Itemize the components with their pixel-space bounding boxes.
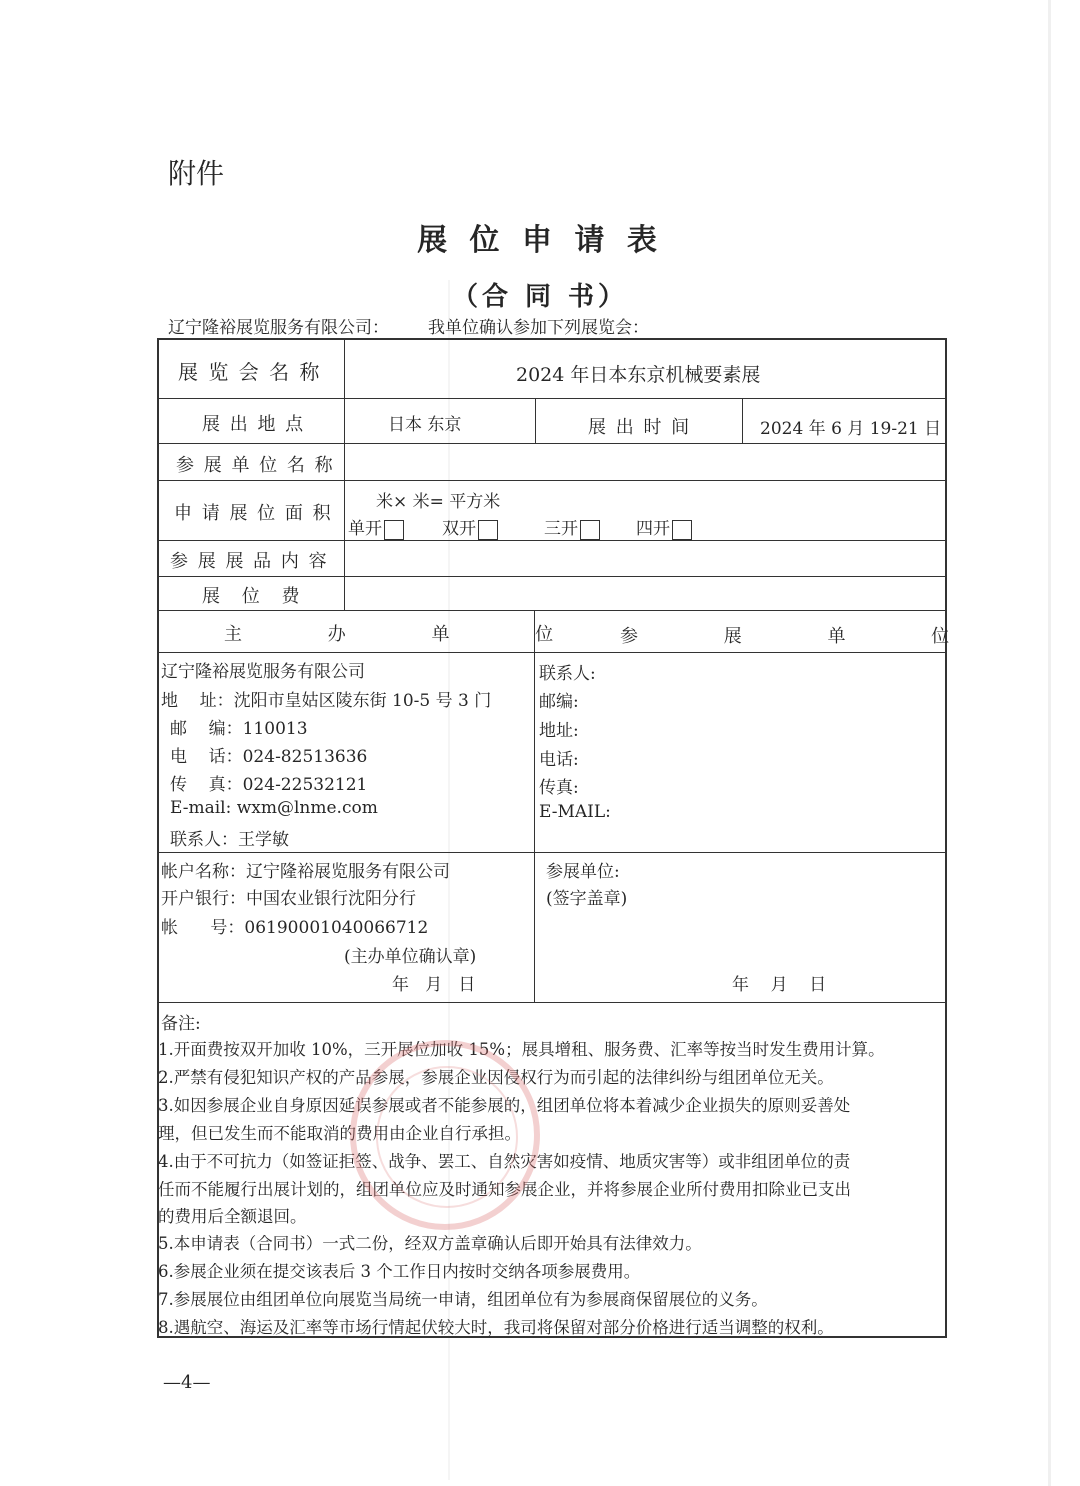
label-fee: 展 位 费: [202, 586, 308, 607]
note-item: 2.严禁有侵犯知识产权的产品参展，参展企业因侵权行为而引起的法律纠纷与组团单位无关。: [158, 1068, 834, 1087]
note-item: 5.本申请表（合同书）一式二份，经双方盖章确认后即开始具有法律效力。: [158, 1234, 702, 1253]
participant-info-line[interactable]: E-MAIL:: [539, 802, 611, 822]
form-title: 展 位 申 请 表: [417, 223, 663, 258]
checkbox-quad[interactable]: [672, 520, 692, 540]
host-confirm-stamp-label: (主办单位确认章): [344, 947, 477, 967]
intro-statement: 我单位确认参加下列展览会：: [428, 318, 649, 338]
note-item: 3.如因参展企业自身原因延误参展或者不能参展的，组团单位将本着减少企业损失的原则妥善处: [158, 1096, 851, 1115]
participant-info-line[interactable]: 电话:: [539, 750, 579, 770]
label-area: 申 请 展 位 面 积: [174, 503, 333, 524]
bank-info-line: 开户银行：中国农业银行沈阳分行: [161, 889, 416, 909]
participant-info-line[interactable]: 联系人:: [539, 664, 596, 684]
bank-info-line: 帐户名称：辽宁隆裕展览服务有限公司: [161, 862, 450, 882]
bank-info-line: 帐 号：06190001040066712: [161, 918, 429, 938]
host-info-line: 邮 编：110013: [170, 719, 308, 739]
checkbox-triple[interactable]: [580, 520, 600, 540]
participant-info-line[interactable]: 邮编:: [539, 692, 579, 712]
note-item: 6.参展企业须在提交该表后 3 个工作日内按时交纳各项参展费用。: [158, 1262, 641, 1281]
area-option-quad[interactable]: 四开: [636, 514, 692, 540]
participant-sign-label: 参展单位:: [546, 862, 620, 882]
note-item: 理，但已发生而不能取消的费用由企业自行承担。: [158, 1124, 521, 1143]
note-item: 的费用后全额退回。: [158, 1207, 307, 1226]
participant-info-line[interactable]: 地址:: [539, 721, 579, 741]
host-info-line: 地 址：沈阳市皇姑区陵东街 10-5 号 3 门: [161, 691, 492, 711]
attachment-label: 附件: [168, 157, 225, 190]
host-info-line: 传 真：024-22532121: [170, 775, 368, 795]
note-item: 8.遇航空、海运及汇率等市场行情起伏较大时，我司将保留对部分价格进行适当调整的权利。: [158, 1318, 834, 1337]
host-section-header: 主 办 单 位: [224, 624, 594, 645]
note-item: 4.由于不可抗力（如签证拒签、战争、罢工、自然灾害如疫情、地质灾害等）或非组团单位的责: [158, 1152, 851, 1171]
note-item: 7.参展展位由组团单位向展览当局统一申请，组团单位有为参展商保留展位的义务。: [158, 1290, 768, 1309]
checkbox-double[interactable]: [478, 520, 498, 540]
area-option-triple[interactable]: 三开: [544, 514, 600, 540]
form-subtitle: （合 同 书）: [451, 282, 629, 312]
area-option-double[interactable]: 双开: [442, 514, 498, 540]
label-time: 展 出 时 间: [588, 417, 692, 438]
host-info-line: 电 话：024-82513636: [170, 747, 368, 767]
host-date: 年 月 日: [392, 975, 476, 995]
participant-section-header: 参 展 单 位: [620, 626, 990, 647]
intro-organizer: 辽宁隆裕展览服务有限公司：: [168, 318, 389, 338]
host-info-line: 联系人：王学敏: [170, 830, 289, 850]
value-time[interactable]: 2024 年 6 月 19-21 日: [760, 419, 942, 439]
page-number: —4—: [163, 1372, 211, 1393]
participant-sign-note: (签字盖章): [546, 889, 628, 909]
checkbox-single[interactable]: [384, 520, 404, 540]
note-item: 任而不能履行出展计划的，组团单位应及时通知参展企业，并将参展企业所付费用扣除业已支出: [158, 1180, 851, 1199]
value-location[interactable]: 日本 东京: [388, 415, 462, 435]
company-seal-icon: [350, 1040, 540, 1230]
participant-date: 年 月 日: [732, 975, 827, 995]
label-exhibits: 参 展 展 品 内 容: [170, 551, 329, 572]
note-item: 1.开面费按双开加收 10%，三开展位加收 15%；展具增租、服务费、汇率等按当时发生费用计算。: [158, 1040, 885, 1059]
host-info-line: 辽宁隆裕展览服务有限公司: [161, 662, 365, 682]
area-formula[interactable]: 米× 米= 平方米: [376, 492, 501, 512]
host-info-line: E-mail: wxm@lnme.com: [170, 798, 378, 818]
label-expo-name: 展 览 会 名 称: [178, 360, 322, 384]
label-location: 展 出 地 点: [202, 414, 306, 435]
value-expo-name[interactable]: 2024 年日本东京机械要素展: [516, 364, 761, 386]
participant-info-line[interactable]: 传真:: [539, 778, 579, 798]
notes-title: 备注:: [161, 1014, 201, 1034]
label-exhibitor: 参 展 单 位 名 称: [176, 455, 335, 476]
area-option-single[interactable]: 单开: [348, 514, 404, 540]
